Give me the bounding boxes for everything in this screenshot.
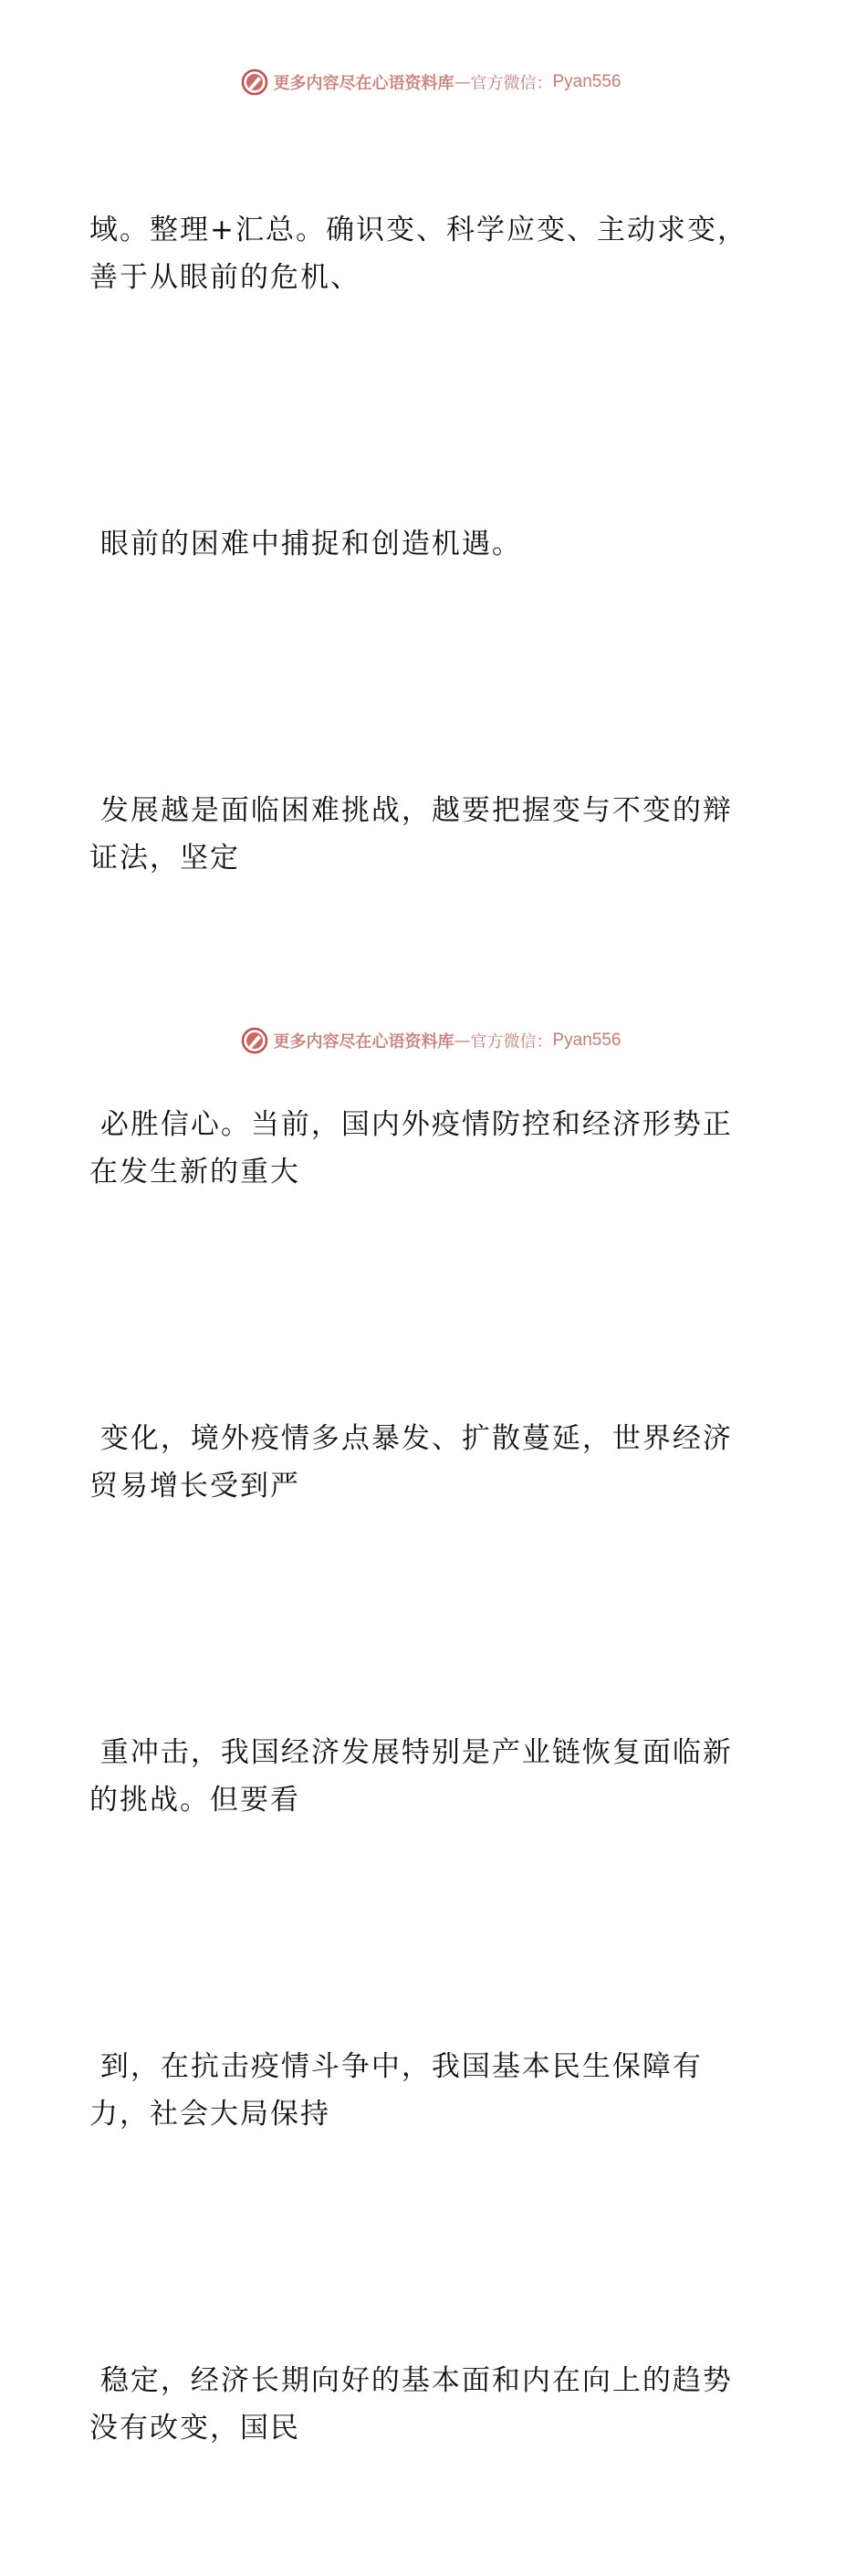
- text-line: 眼前的困难中捕捉和创造机遇。: [89, 528, 522, 560]
- paragraph: [89, 692, 765, 977]
- watermark-wechat-id: Pyan556: [552, 1031, 622, 1050]
- paragraph: [89, 2262, 765, 2547]
- text-line: 变化，境外疫情多点暴发、扩散蔓延，世界经济: [89, 1422, 733, 1455]
- paragraph: [89, 1634, 765, 1919]
- watermark-brand-text: 更多内容尽在心语资料库: [273, 1032, 454, 1052]
- text-line: 到，在抗击疫情斗争中，我国基本民生保障有: [89, 2050, 703, 2083]
- text-line: 重冲击，我国经济发展特别是产业链恢复面临新: [89, 1736, 733, 1769]
- paragraph: [89, 425, 765, 663]
- text-line: 稳定，经济长期向好的基本面和内在向上的趋势: [89, 2364, 733, 2397]
- text-line: 没有改变，国民: [89, 2412, 300, 2445]
- watermark-separator: —: [454, 1031, 471, 1051]
- text-line: 证法，坚定: [89, 842, 240, 874]
- watermark-separator: —: [454, 72, 471, 92]
- text-line: 必胜信心。当前，国内外疫情防控和经济形势正: [89, 1108, 733, 1141]
- header-watermark: [0, 66, 867, 99]
- text-line: 域。整理+汇总。确识变、科学应变、主动求变，: [89, 214, 747, 246]
- watermark-wechat-label: 官方微信：: [470, 74, 553, 93]
- paragraph: [89, 1948, 765, 2233]
- pen-logo-icon: [240, 68, 269, 97]
- watermark-wechat-label: 官方微信：: [470, 1032, 553, 1052]
- watermark-wechat-id: Pyan556: [552, 72, 622, 91]
- document-body: [89, 111, 765, 2576]
- watermark-brand-text: 更多内容尽在心语资料库: [273, 74, 454, 93]
- text-line: 力，社会大局保持: [89, 2098, 330, 2131]
- text-line: 的挑战。但要看: [89, 1784, 300, 1817]
- paragraph: [89, 111, 765, 396]
- text-line: 发展越是面临困难挑战，越要把握变与不变的辩: [89, 794, 733, 827]
- pen-logo-icon: [240, 1026, 269, 1055]
- text-line: 善于从眼前的危机、: [89, 261, 360, 294]
- paragraph: [89, 1320, 765, 1605]
- text-line: 在发生新的重大: [89, 1156, 300, 1189]
- text-line: 贸易增长受到严: [89, 1470, 300, 1503]
- footer-watermark: [0, 1024, 867, 1057]
